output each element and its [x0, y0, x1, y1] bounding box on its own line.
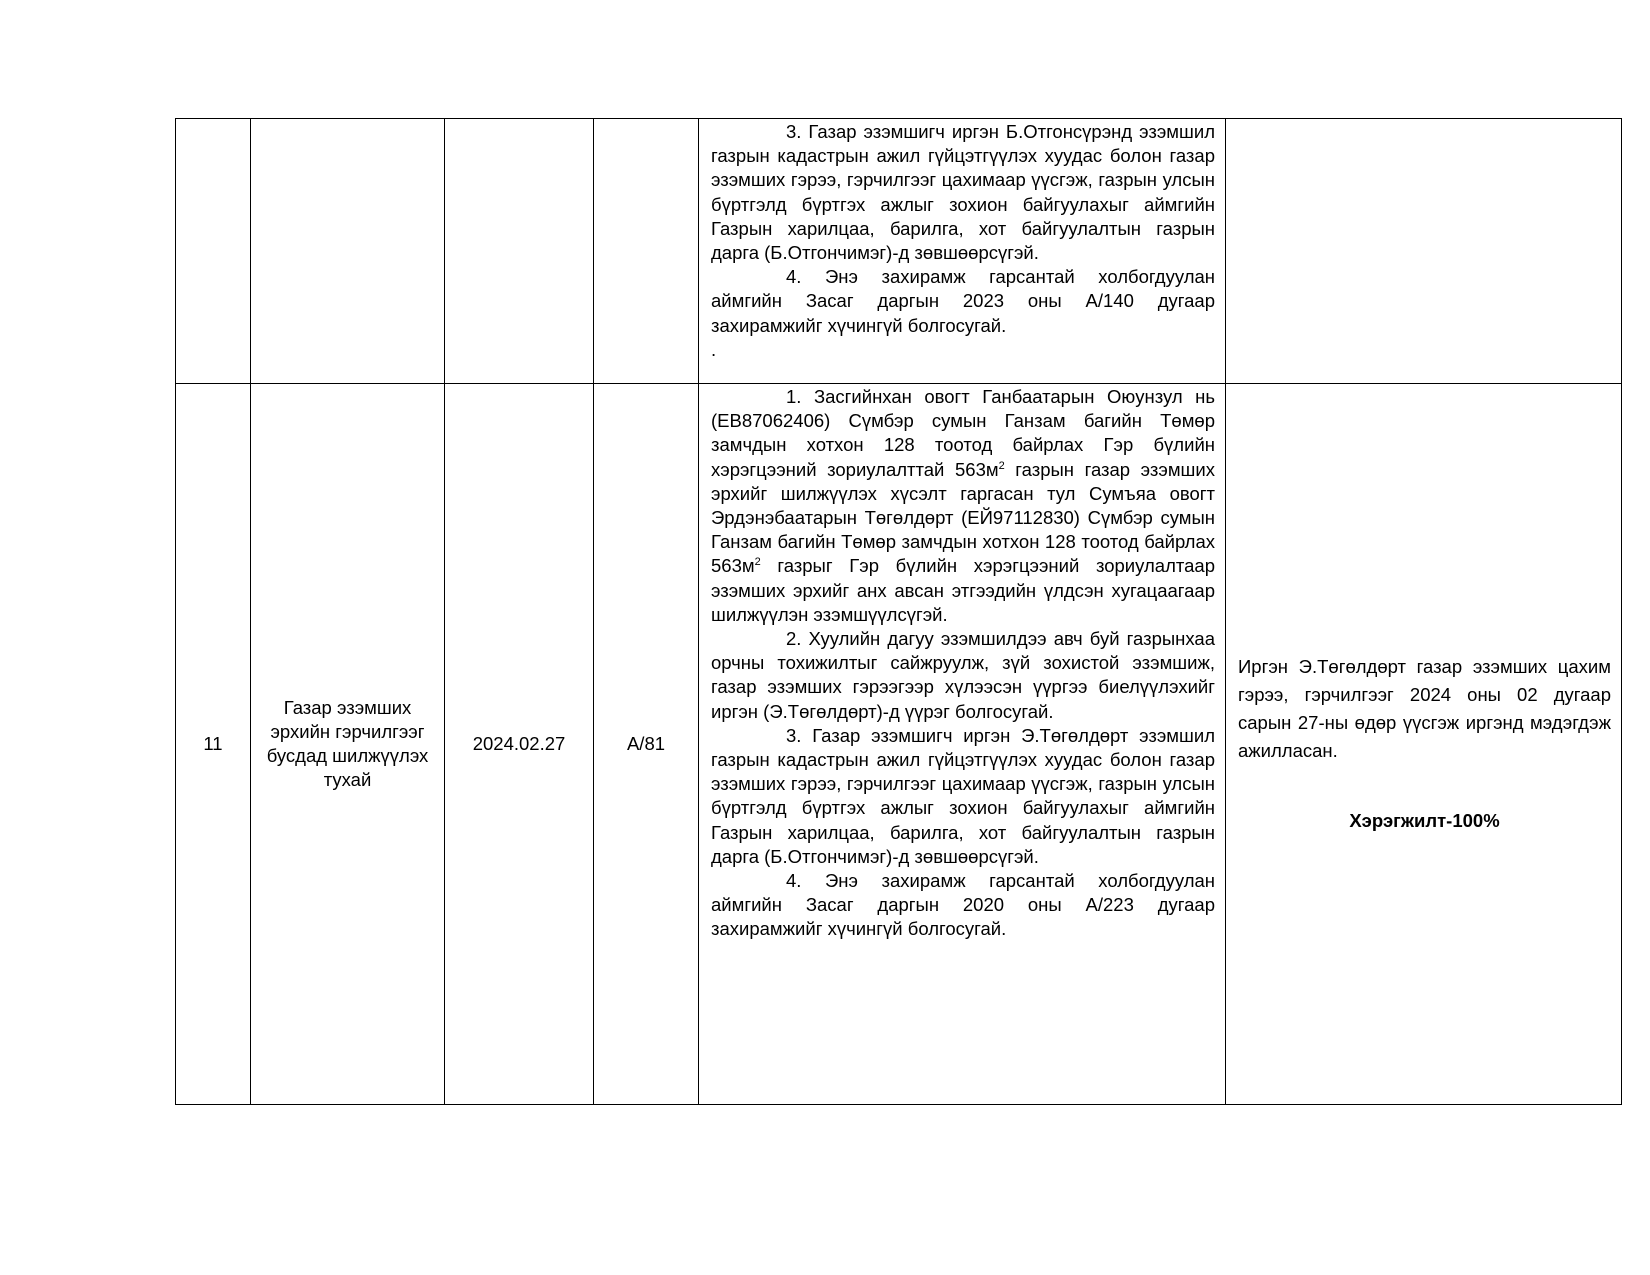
order-paragraph: 4. Энэ захирамж гарсантай холбогдуулан аймгийн Засаг даргын 2020 оны А/223 дугаар захирамжийг хүчингүй болгосугай. [711, 870, 1215, 940]
status-badge: Хэрэгжилт-100% [1349, 810, 1500, 831]
order-paragraph: 3. Газар эзэмшигч иргэн Э.Төгөлдөрт эзэмшил газрын кадастрын ажил гүйцэтгүүлэх хуудас болон газар эзэмших гэрээ, гэрчилгээг цахимаар үүсгэж, газрын улсын бүртгэлд бүртгэх ажлыг зохион байгуулахыг аймгийн Газрын харилцаа, барилга, хот байгуулалтын газрын дарга (Б.Отгончимэг)-д зөвшөөрсүгэй. [711, 724, 1215, 867]
order-text: 1. Засгийнхан овогт Ганбаатарын Оюунзул нь (ЕВ87062406) Сүмбэр сумын Ганзам багийн Төмөр замчдын хотхон 128 тоотод байрлах Гэр бүлийн хэрэгцээний зориулалттай 563м [711, 386, 1215, 480]
table-row [176, 119, 1622, 384]
order-paragraph: 3. Газар эзэмшигч иргэн Б.Отгонсүрэнд эзэмшил газрын кадастрын ажил гүйцэтгүүлэх хуудас болон газар эзэмших гэрээ, гэрчилгээг цахимаар үүсгэж, газрын улсын бүртгэлд бүртгэх ажлыг зохион байгуулахыг аймгийн Газрын харилцаа, барилга, хот байгуулалтын газрын дарга (Б.Отгончимэг)-д зөвшөөрсүгэй. [711, 121, 1215, 264]
decisions-table [175, 118, 1622, 1105]
superscript: 2 [998, 459, 1005, 472]
decision-title-cell: Газар эзэмших эрхийн гэрчилгээг бусдад шилжүүлэх тухай [251, 384, 445, 1105]
order-text: газрын газар эзэмших эрхийг шилжүүлэх хүсэлт гаргасан тул Сумъяа овогт Эрдэнэбаатарын Төгөлдөрт (ЕЙ97112830) Сүмбэр сумын Ганзам багийн Төмөр замчдын хотхон 128 тоотод байрлах 563м [711, 458, 1215, 577]
trailing-mark: . [711, 338, 717, 360]
table-row [176, 384, 1622, 1105]
spacer [1238, 765, 1611, 807]
result-text: Иргэн Э.Төгөлдөрт газар эзэмших цахим гэрээ, гэрчилгээг 2024 оны 02 дугаар сарын 27-ны өдөр үүсгэж иргэнд мэдэгдэж ажилласан. [1238, 656, 1611, 761]
order-paragraph: 2. Хуулийн дагуу эзэмшилдээ авч буй газрынхаа орчны тохижилтыг сайжруулж, зүй зохистой эзэмшиж, газар эзэмших гэрээгээр хүлээсэн үүргээ биелүүлэхийг иргэн (Э.Төгөлдөрт)-д үүрэг болгосугай. [711, 628, 1215, 722]
decision-code-cell: А/81 [594, 384, 699, 1105]
superscript: 2 [754, 556, 761, 569]
decision-code-cell [594, 119, 699, 384]
result-cell [1226, 384, 1622, 1105]
row-number-cell [176, 119, 251, 384]
order-paragraph [711, 384, 1215, 627]
decision-date-cell [445, 119, 594, 384]
order-text: газрыг Гэр бүлийн хэрэгцээний зориулалтаар эзэмших эрхийг анх авсан этгээдийн үлдсэн хугацаагаар шилжүүлэн эзэмшүүлсүгэй. [711, 555, 1215, 625]
order-text-cell [699, 384, 1226, 1105]
decision-date-cell: 2024.02.27 [445, 384, 594, 1105]
order-paragraph: 4. Энэ захирамж гарсантай холбогдуулан аймгийн Засаг даргын 2023 оны А/140 дугаар захирамжийг хүчингүй болгосугай. [711, 266, 1215, 336]
row-number-cell: 11 [176, 384, 251, 1105]
order-text-cell [699, 119, 1226, 384]
result-cell [1226, 119, 1622, 384]
decision-title-cell [251, 119, 445, 384]
